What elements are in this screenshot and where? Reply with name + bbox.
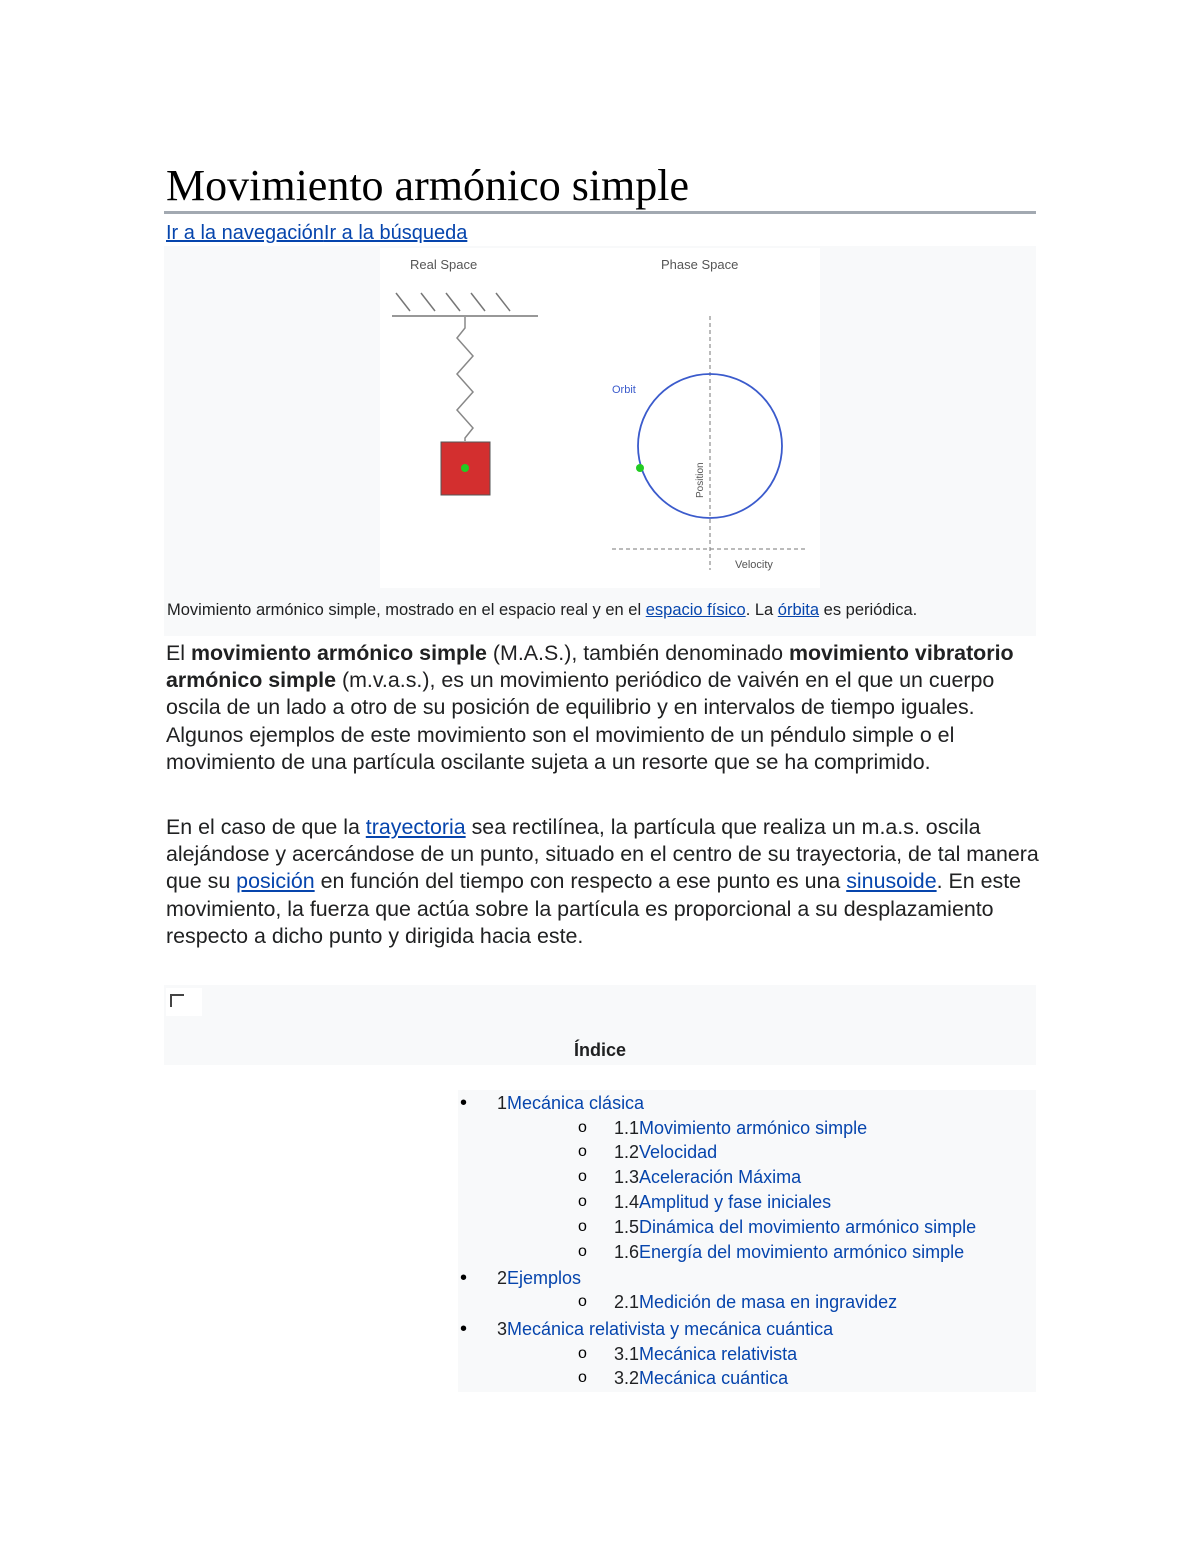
paragraph-text: En el caso de que la: [166, 815, 366, 839]
toc-item: [614, 1118, 867, 1139]
title-divider: [164, 211, 1036, 214]
sub-bullet-marker: o: [578, 1119, 587, 1136]
sub-bullet-marker: o: [578, 1243, 587, 1260]
toc-item-number: 1.5: [614, 1217, 640, 1237]
paragraph-text: . En este movimiento, la fuerza que actúa sobre la partícula es proporcional a su desplazamiento respecto a dicho punto y dirigida hacia este.: [166, 869, 1022, 948]
toc-item-link[interactable]: Medición de masa en ingravidez: [639, 1292, 898, 1312]
toc-item-number: 3.1: [614, 1344, 640, 1364]
toc-title: Índice: [573, 1040, 626, 1060]
paragraph-text: en función del tiempo con respecto a ese punto es una: [314, 869, 847, 894]
toc-item-number: 1: [497, 1093, 508, 1113]
orbita-link[interactable]: órbita: [777, 601, 820, 619]
toc-item: [614, 1192, 831, 1213]
toc-item-link[interactable]: Mecánica relativista: [639, 1344, 798, 1364]
sinusoide-link[interactable]: sinusoide: [846, 869, 937, 894]
toc-item-number: 1.1: [614, 1118, 640, 1138]
trayectoria-link[interactable]: trayectoria: [365, 815, 466, 839]
toc-item: [614, 1242, 964, 1263]
toc-item: [497, 1268, 581, 1289]
skip-to-search-link[interactable]: Ir a la búsqueda: [323, 222, 468, 244]
posicion-link[interactable]: posición: [236, 869, 315, 894]
toc-item-number: 1.6: [614, 1242, 640, 1262]
toc-item-number: 1.3: [614, 1167, 640, 1187]
toc-item: [614, 1292, 897, 1313]
figure-caption: [167, 601, 917, 620]
toc-item-number: 3.2: [614, 1368, 640, 1388]
toc-item-link[interactable]: Velocidad: [639, 1142, 718, 1162]
sub-bullet-marker: o: [578, 1193, 587, 1210]
sub-bullet-marker: o: [578, 1143, 587, 1160]
toc-item-link[interactable]: Mecánica relativista y mecánica cuántica: [507, 1319, 834, 1339]
velocity-axis-label: Velocity: [735, 559, 773, 571]
toc-item-link[interactable]: Amplitud y fase iniciales: [639, 1192, 832, 1212]
sub-bullet-marker: o: [578, 1345, 587, 1362]
bullet-marker: •: [460, 1267, 468, 1289]
toc-item-link[interactable]: Ejemplos: [507, 1268, 582, 1288]
sub-bullet-marker: o: [578, 1168, 587, 1185]
paragraph-text: (M.A.S.), también denominado: [486, 641, 789, 665]
paragraph-text: (m.v.a.s.), es un movimiento periódico de vaivén en el que un cuerpo oscila de un lado a otro de su posición de equilibrio y en intervalos de tiempo iguales. Algunos ejemplos de este movimiento son el movimiento de un péndulo simple o el movimiento de una partícula oscilante sujeta a un resorte que se ha comprimido.: [166, 668, 995, 774]
toc-item: [614, 1142, 717, 1163]
toc-item-link[interactable]: Movimiento armónico simple: [639, 1118, 868, 1138]
mass-point-icon: [461, 464, 469, 472]
toc-item: [614, 1167, 801, 1188]
caption-text: . La: [745, 601, 778, 619]
position-axis-label: Position: [695, 462, 706, 498]
harmonic-motion-diagram: [380, 248, 820, 588]
page-title: Movimiento armónico simple: [166, 161, 690, 210]
intro-paragraph-2: [166, 814, 1042, 950]
toc-item: [497, 1319, 833, 1340]
orbit-label: Orbit: [612, 384, 636, 396]
toc-item-link[interactable]: Energía del movimiento armónico simple: [639, 1242, 965, 1262]
toc-item-number: 3: [497, 1319, 508, 1339]
toc-item-number: 1.2: [614, 1142, 640, 1162]
phase-space-label: Phase Space: [661, 257, 739, 272]
toc-item: [614, 1344, 797, 1365]
toc-item-number: 2.1: [614, 1292, 640, 1312]
caption-text: Movimiento armónico simple, mostrado en el espacio real y en el: [167, 601, 646, 619]
phase-point-icon: [636, 464, 644, 472]
toc-item: [497, 1093, 644, 1114]
sub-bullet-marker: o: [578, 1218, 587, 1235]
sub-bullet-marker: o: [578, 1293, 587, 1310]
paragraph-text: sea rectilínea, la partícula que realiza un m.a.s. oscila alejándose y acercándose de un punto, situado en el centro de su trayectoria, de tal manera que su: [166, 815, 1039, 894]
real-space-label: Real Space: [410, 257, 478, 272]
toc-item: [614, 1217, 976, 1238]
skip-to-navigation-link[interactable]: Ir a la navegación: [166, 222, 324, 244]
toc-item: [614, 1368, 788, 1389]
ceiling-icon: [392, 293, 538, 316]
toc-item-link[interactable]: Aceleración Máxima: [639, 1167, 802, 1187]
bullet-marker: •: [460, 1318, 468, 1340]
sub-bullet-marker: o: [578, 1369, 587, 1386]
bullet-marker: •: [460, 1092, 468, 1114]
intro-paragraph-1: [166, 640, 1042, 776]
toc-item-link[interactable]: Mecánica clásica: [507, 1093, 645, 1113]
toc-item-number: 1.4: [614, 1192, 640, 1212]
paragraph-text: El: [166, 641, 191, 665]
bold-term: movimiento vibratorio armónico simple: [166, 641, 1014, 693]
skip-links: [166, 222, 467, 245]
espacio-fisico-link[interactable]: espacio físico: [645, 601, 746, 619]
checkbox-icon[interactable]: [170, 994, 184, 1007]
toc-item-link[interactable]: Dinámica del movimiento armónico simple: [639, 1217, 977, 1237]
toc-item-number: 2: [497, 1268, 508, 1288]
toc-item-link[interactable]: Mecánica cuántica: [639, 1368, 789, 1388]
spring-icon: [457, 317, 473, 441]
caption-text: es periódica.: [819, 601, 918, 619]
bold-term: movimiento armónico simple: [190, 641, 487, 665]
